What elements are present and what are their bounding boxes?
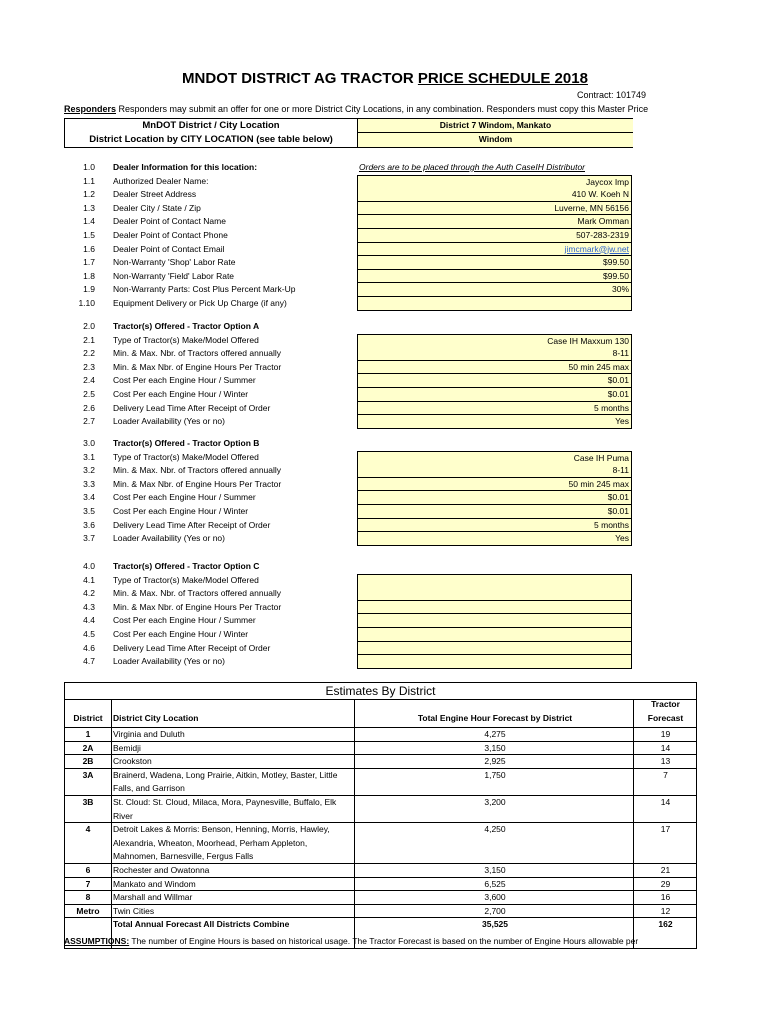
row-value-field[interactable]: Jaycox Imp bbox=[357, 175, 632, 190]
row-number: 3.0 bbox=[83, 438, 95, 448]
form-row bbox=[0, 505, 770, 519]
form-row bbox=[0, 642, 770, 656]
row-number: 3.1 bbox=[83, 451, 95, 462]
row-number: 1.3 bbox=[83, 202, 95, 213]
form-row bbox=[0, 478, 770, 492]
form-row bbox=[0, 519, 770, 533]
row-label: Cost Per each Engine Hour / Summer bbox=[113, 615, 256, 626]
district-location: St. Cloud: St. Cloud, Milaca, Mora, Paynesville, Buffalo, Elk River bbox=[113, 797, 337, 821]
row-value-field[interactable] bbox=[357, 297, 632, 311]
district-row bbox=[65, 890, 696, 905]
row-number: 4.6 bbox=[83, 642, 95, 653]
tractor-forecast: 14 bbox=[660, 797, 671, 807]
row-label: Tractor(s) Offered - Tractor Option A bbox=[113, 321, 260, 331]
location-sublabel: District Location by CITY LOCATION (see table below) bbox=[89, 134, 333, 145]
row-number: 1.7 bbox=[83, 257, 95, 268]
row-value-field[interactable]: 410 W. Koeh N bbox=[357, 188, 632, 202]
row-number: 1.9 bbox=[83, 284, 95, 295]
district-id: 2B bbox=[82, 756, 94, 767]
location-label: MnDOT District / City Location bbox=[142, 120, 280, 131]
row-value-field[interactable]: $0.01 bbox=[357, 491, 632, 505]
row-number: 1.1 bbox=[83, 175, 95, 186]
row-number: 4.1 bbox=[83, 574, 95, 585]
form-row bbox=[0, 601, 770, 615]
district-row bbox=[65, 822, 696, 864]
form-row bbox=[0, 361, 770, 375]
row-label: Min. & Max. Nbr. of Tractors offered annually bbox=[113, 588, 282, 599]
row-number: 3.5 bbox=[83, 506, 95, 516]
row-label: Non-Warranty 'Field' Labor Rate bbox=[113, 270, 235, 281]
form-row bbox=[0, 215, 770, 229]
col-total-hours: Total Engine Hour Forecast by District bbox=[417, 713, 573, 723]
page-title: MNDOT DISTRICT AG TRACTOR PRICE SCHEDULE 2018 bbox=[182, 70, 588, 87]
row-label: Cost Per each Engine Hour / Winter bbox=[113, 506, 249, 516]
row-number: 1.2 bbox=[83, 189, 95, 200]
row-label: Cost Per each Engine Hour / Winter bbox=[113, 389, 249, 399]
row-label: Authorized Dealer Name: bbox=[113, 175, 209, 186]
row-number: 2.0 bbox=[83, 321, 95, 331]
row-label: Min. & Max. Nbr. of Tractors offered annually bbox=[113, 465, 282, 476]
row-value-field[interactable]: 5 months bbox=[357, 402, 632, 416]
district-row bbox=[65, 754, 696, 769]
district-id: 4 bbox=[85, 824, 91, 835]
row-number: 3.4 bbox=[83, 492, 95, 503]
row-label: Non-Warranty Parts: Cost Plus Percent Mark-Up bbox=[113, 284, 296, 295]
row-label: Cost Per each Engine Hour / Winter bbox=[113, 629, 249, 639]
row-value-field[interactable]: 50 min 245 max bbox=[357, 478, 632, 492]
row-value-field[interactable]: Case IH Puma bbox=[357, 451, 632, 466]
district-location: Detroit Lakes & Morris: Benson, Henning, Morris, Hawley, Alexandria, Wheaton, Moorhead, Perham Appleton, Mahnomen, Barnesville, Fergus Falls bbox=[113, 824, 330, 862]
row-label: Loader Availability (Yes or no) bbox=[113, 533, 225, 544]
row-value-field[interactable]: 8-11 bbox=[357, 347, 632, 361]
engine-hours: 3,150 bbox=[484, 865, 506, 875]
row-label: Type of Tractor(s) Make/Model Offered bbox=[113, 334, 259, 345]
row-number: 1.5 bbox=[83, 230, 95, 240]
row-number: 2.7 bbox=[83, 416, 95, 427]
row-value-field[interactable] bbox=[357, 574, 632, 589]
row-number: 4.5 bbox=[83, 629, 95, 639]
row-label: Cost Per each Engine Hour / Summer bbox=[113, 492, 256, 503]
district-row bbox=[65, 904, 696, 919]
row-number: 4.0 bbox=[83, 561, 95, 571]
engine-hours: 3,600 bbox=[484, 892, 506, 903]
row-label: Delivery Lead Time After Receipt of Order bbox=[113, 519, 271, 530]
row-label: Dealer Point of Contact Phone bbox=[113, 230, 228, 240]
engine-hours: 6,525 bbox=[484, 878, 506, 889]
tractor-forecast: 29 bbox=[660, 878, 671, 889]
row-number: 3.7 bbox=[83, 533, 95, 544]
form-row bbox=[0, 320, 770, 334]
district-id: 1 bbox=[85, 729, 91, 739]
row-number: 1.8 bbox=[83, 270, 95, 281]
form-row bbox=[0, 334, 770, 348]
total-row bbox=[65, 917, 696, 932]
district-id: 2A bbox=[82, 742, 94, 753]
row-number: 2.3 bbox=[83, 361, 95, 372]
row-label: Delivery Lead Time After Receipt of Order bbox=[113, 402, 271, 413]
col-tractor-1: Tractor bbox=[651, 699, 680, 709]
total-hours: 35,525 bbox=[482, 919, 508, 930]
tractor-forecast: 14 bbox=[660, 742, 671, 753]
row-label: Cost Per each Engine Hour / Summer bbox=[113, 375, 256, 386]
row-label: Min. & Max. Nbr. of Tractors offered annually bbox=[113, 348, 282, 359]
tractor-forecast: 13 bbox=[660, 756, 671, 767]
form-row bbox=[0, 587, 770, 601]
row-value-field[interactable] bbox=[357, 601, 632, 615]
row-label: Dealer Point of Contact Name bbox=[113, 216, 226, 227]
row-value-field[interactable]: 50 min 245 max bbox=[357, 361, 632, 375]
row-value-field[interactable]: jimcmark@jw.net bbox=[357, 243, 632, 257]
engine-hours: 2,925 bbox=[484, 756, 506, 767]
row-label: Min. & Max Nbr. of Engine Hours Per Tractor bbox=[113, 361, 282, 372]
district-location: Twin Cities bbox=[113, 905, 155, 916]
engine-hours: 3,200 bbox=[484, 797, 506, 807]
row-number: 2.1 bbox=[83, 334, 95, 345]
row-label: Min. & Max Nbr. of Engine Hours Per Tractor bbox=[113, 601, 282, 612]
row-number: 1.0 bbox=[83, 162, 95, 172]
district-row bbox=[65, 877, 696, 892]
row-number: 1.4 bbox=[83, 216, 95, 227]
row-label: Tractor(s) Offered - Tractor Option B bbox=[113, 438, 260, 448]
total-label: Total Annual Forecast All Districts Combine bbox=[113, 919, 290, 930]
engine-hours: 2,700 bbox=[484, 905, 506, 916]
row-label: Loader Availability (Yes or no) bbox=[113, 416, 225, 427]
form-row bbox=[0, 532, 770, 546]
estimates-table bbox=[64, 682, 697, 949]
form-row bbox=[0, 437, 770, 451]
row-value-field[interactable]: Mark Omman bbox=[357, 215, 632, 229]
row-value-field[interactable]: $0.01 bbox=[357, 388, 632, 402]
row-value-field[interactable]: $0.01 bbox=[357, 505, 632, 519]
form-row bbox=[0, 374, 770, 388]
engine-hours: 3,150 bbox=[484, 742, 506, 753]
row-number: 1.6 bbox=[83, 243, 95, 254]
district-row bbox=[65, 727, 696, 742]
row-value-field[interactable]: $99.50 bbox=[357, 270, 632, 284]
district-location: Brainerd, Wadena, Long Prairie, Aitkin, Motley, Baster, Little Falls, and Garrison bbox=[113, 769, 338, 794]
contract-number: Contract: 101749 bbox=[576, 90, 646, 100]
form-row bbox=[0, 402, 770, 416]
row-number: 2.2 bbox=[83, 348, 95, 359]
row-value-field[interactable]: Yes bbox=[357, 415, 632, 429]
col-district: District bbox=[73, 713, 103, 723]
form-row bbox=[0, 229, 770, 243]
form-row bbox=[0, 297, 770, 311]
form-row bbox=[0, 388, 770, 402]
row-label: Dealer City / State / Zip bbox=[113, 202, 201, 213]
form-row bbox=[0, 283, 770, 297]
district-location: Virginia and Duluth bbox=[113, 729, 185, 739]
tractor-forecast: 19 bbox=[660, 729, 671, 739]
row-value-field[interactable] bbox=[357, 628, 632, 642]
district-row bbox=[65, 863, 696, 878]
assumptions-note: ASSUMPTIONS: The number of Engine Hours is based on historical usage. The Tractor Forecast is based on the number of Engine Hours allowable per bbox=[64, 936, 639, 946]
form-row bbox=[0, 270, 770, 284]
tractor-forecast: 12 bbox=[660, 905, 671, 916]
tractor-forecast: 16 bbox=[660, 892, 671, 903]
row-label: Delivery Lead Time After Receipt of Order bbox=[113, 642, 271, 653]
row-value-field[interactable]: 507-283-2319 bbox=[357, 229, 632, 243]
row-label: Dealer Point of Contact Email bbox=[113, 243, 225, 254]
district-location: Crookston bbox=[113, 756, 152, 767]
district-id: 3A bbox=[82, 769, 94, 780]
form-row bbox=[0, 175, 770, 189]
district-location: Bemidji bbox=[113, 742, 141, 753]
location-header-box bbox=[64, 118, 633, 148]
district-id: 3B bbox=[82, 797, 94, 807]
engine-hours: 4,250 bbox=[484, 824, 506, 835]
district-location: Rochester and Owatonna bbox=[113, 865, 210, 875]
district-id: Metro bbox=[76, 905, 100, 916]
district-location: Mankato and Windom bbox=[113, 878, 196, 889]
engine-hours: 4,275 bbox=[484, 729, 506, 739]
row-label: Dealer Street Address bbox=[113, 189, 197, 200]
tractor-forecast: 21 bbox=[660, 865, 671, 875]
row-number: 4.3 bbox=[83, 601, 95, 612]
district-id: 8 bbox=[85, 892, 91, 903]
row-label: Type of Tractor(s) Make/Model Offered bbox=[113, 574, 259, 585]
row-value-field[interactable]: 30% bbox=[357, 283, 632, 297]
district-id: 6 bbox=[85, 865, 91, 875]
row-value-field[interactable] bbox=[357, 614, 632, 628]
form-row bbox=[0, 491, 770, 505]
district-row bbox=[65, 741, 696, 756]
form-row bbox=[0, 628, 770, 642]
district-field[interactable]: District 7 Windom, Mankato bbox=[439, 120, 552, 130]
form-row bbox=[0, 464, 770, 478]
row-number: 3.2 bbox=[83, 465, 95, 476]
district-location: Marshall and Willmar bbox=[113, 892, 193, 903]
row-number: 4.2 bbox=[83, 588, 95, 599]
form-row bbox=[0, 243, 770, 257]
row-value-field[interactable]: Case IH Maxxum 130 bbox=[357, 334, 632, 349]
row-value-field[interactable]: 5 months bbox=[357, 519, 632, 533]
form-row bbox=[0, 415, 770, 429]
form-row bbox=[0, 256, 770, 270]
row-value-field[interactable]: $99.50 bbox=[357, 256, 632, 270]
row-number: 2.4 bbox=[83, 375, 95, 386]
responders-note: Responders Responders may submit an offer for one or more District City Locations, in any combination. Responders must copy this Master Price bbox=[64, 104, 649, 114]
row-value-field[interactable]: 8-11 bbox=[357, 464, 632, 478]
row-label: Loader Availability (Yes or no) bbox=[113, 656, 225, 667]
engine-hours: 1,750 bbox=[484, 769, 506, 780]
row-number: 4.4 bbox=[83, 615, 95, 626]
form-row bbox=[0, 188, 770, 202]
tractor-forecast: 7 bbox=[663, 769, 668, 780]
col-tractor-2: Forecast bbox=[647, 713, 684, 723]
row-number: 3.3 bbox=[83, 478, 95, 489]
row-label: Type of Tractor(s) Make/Model Offered bbox=[113, 451, 259, 462]
row-number: 1.10 bbox=[78, 298, 95, 308]
form-row bbox=[0, 614, 770, 628]
form-row bbox=[0, 202, 770, 216]
row-value-field[interactable] bbox=[357, 642, 632, 656]
row-label: Min. & Max Nbr. of Engine Hours Per Tractor bbox=[113, 478, 282, 489]
estimates-title: Estimates By District bbox=[65, 683, 696, 700]
row-number: 3.6 bbox=[83, 519, 95, 530]
row-value-field[interactable]: Luverne, MN 56156 bbox=[357, 202, 632, 216]
row-value-field[interactable]: $0.01 bbox=[357, 374, 632, 388]
row-value-field[interactable] bbox=[357, 587, 632, 601]
row-value-field[interactable] bbox=[357, 655, 632, 669]
row-number: 4.7 bbox=[83, 656, 95, 667]
district-id: 7 bbox=[85, 878, 91, 889]
row-number: 2.6 bbox=[83, 402, 95, 413]
form-row bbox=[0, 574, 770, 588]
row-label: Tractor(s) Offered - Tractor Option C bbox=[113, 561, 260, 571]
form-row bbox=[0, 161, 770, 175]
estimates-header bbox=[65, 699, 696, 727]
form-row bbox=[0, 560, 770, 574]
row-number: 2.5 bbox=[83, 389, 95, 399]
district-row bbox=[65, 795, 696, 823]
distributor-note: Orders are to be placed through the Auth CaseIH Distributor bbox=[359, 162, 585, 172]
tractor-forecast: 17 bbox=[660, 824, 671, 835]
row-label: Non-Warranty 'Shop' Labor Rate bbox=[113, 257, 236, 268]
row-label: Dealer Information for this location: bbox=[113, 162, 258, 172]
form-row bbox=[0, 655, 770, 669]
row-label: Equipment Delivery or Pick Up Charge (if any) bbox=[113, 298, 287, 308]
district-row bbox=[65, 768, 696, 796]
total-tractors: 162 bbox=[658, 919, 673, 930]
city-field[interactable]: Windom bbox=[358, 132, 633, 146]
form-row bbox=[0, 451, 770, 465]
row-value-field[interactable]: Yes bbox=[357, 532, 632, 546]
col-location: District City Location bbox=[113, 713, 199, 723]
form-row bbox=[0, 347, 770, 361]
